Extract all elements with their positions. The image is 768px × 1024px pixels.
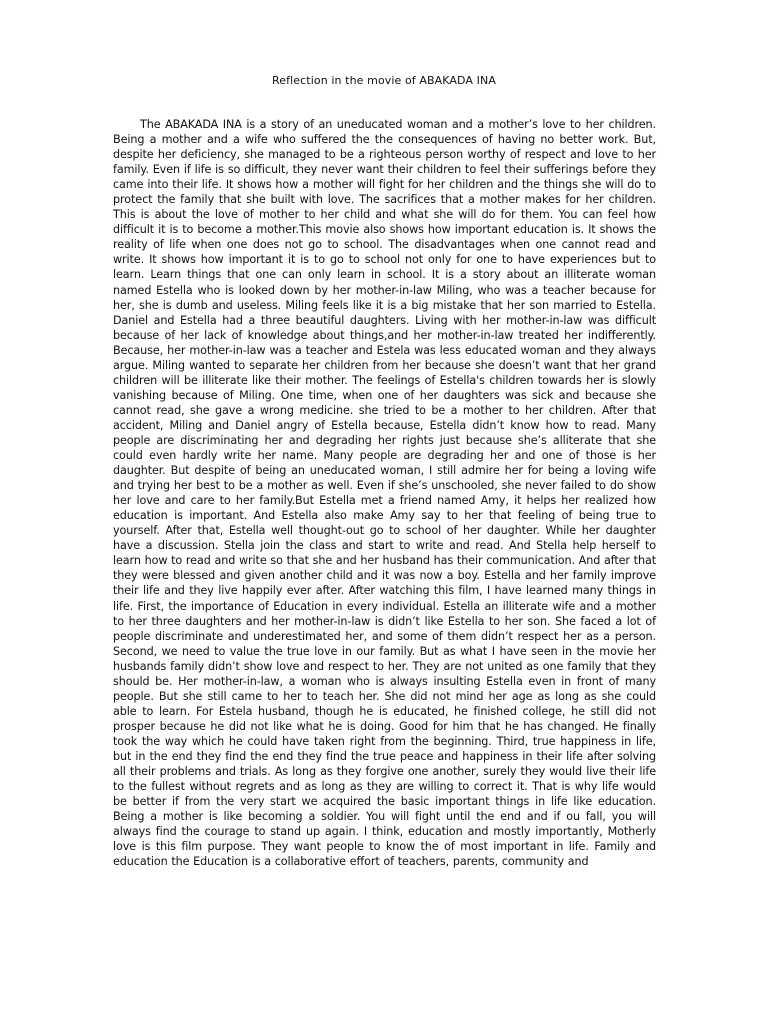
document-body-paragraph: The ABAKADA INA is a story of an uneducated woman and a mother’s love to her children. Being a mother and a wife who suffered the the consequences of having no better work. But, despite her deficiency, she managed to be a righteous person worthy of respect and love to her family. Even if life is so difficult, they never want their children to feel their sufferings before they came into their life. It shows how a mother will fight for her children and the things she will do to protect the family that she built with love. The sacrifices that a mother makes for her children. This is about the love of mother to her child and what she will do for them. You can feel how difficult it is to become a mother.This movie also shows how important education is. It shows the reality of life when one does not go to school. The disadvantages when one cannot read and write. It shows how important it is to go to school not only for one to have experiences but to learn. Learn things that one can only learn in school. It is a story about an illiterate woman named Estella who is looked down by her mother-in-law Miling, who was a teacher because for her, she is dumb and useless. Miling feels like it is a big mistake that her son married to Estella. Daniel and Estella had a three beautiful daughters. Living with her mother-in-law was difficult because of her lack of knowledge about things,and her mother-in-law treated her indifferently. Because, her mother-in-law was a teacher and Estela was less educated woman and they always argue. Miling wanted to separate her children from her because she doesn’t want that her grand children will be illiterate like their mother. The feelings of Estella's children towards her is slowly vanishing because of Miling. One time, when one of her daughters was sick and because she cannot read, she gave a wrong medicine. she tried to be a mother to her children. After that accident, Miling and Daniel angry of Estella because, Estella didn’t know how to read. Many people are discriminating her and degrading her rights just because she’s alliterate that she could even hardly write her name. Many people are degrading her and one of those is her daughter. But despite of being an uneducated woman, I still admire her for being a loving wife and trying her best to be a mother as well. Even if she’s unschooled, she never failed to do show her love and care to her family.But Estella met a friend named Amy, it helps her realized how education is important. And Estella also make Amy say to her that feeling of being true to yourself. After that, Estella well thought-out go to school of her daughter. While her daughter have a discussion. Stella join the class and start to write and read. And Stella help herself to learn how to read and write so that she and her husband has their communication. And after that they were blessed and given another child and it was now a boy. Estella and her family improve their life and they live happily ever after. After watching this film, I have learned many things in life. First, the importance of Education in every individual. Estella an illiterate wife and a mother to her three daughters and her mother-in-law is didn’t like Estella to her son. She faced a lot of people discriminate and underestimated her, and some of them didn’t respect her as a person. Second, we need to value the true love in our family. But as what I have seen in the movie her husbands family didn’t show love and respect to her. They are not united as one family that they should be. Her mother-in-law, a woman who is always insulting Estella even in front of many people. But she still came to her to teach her. She did not mind her age as long as she could able to learn. For Estela husband, though he is educated, he finished college, he still did not prosper because he did not like what he is doing. Good for him that he has changed. He finally took the way which he could have taken right from the beginning. Third, true happiness in life, but in the end they find the end they find the true peace and happiness in their life after solving all their problems and trials. As long as they forgive one another, surely they would live their life to the fullest without regrets and as long as they are willing to correct it. That is why life would be better if from the very start we acquired the basic important things in life like education. Being a mother is like becoming a soldier. You will fight until the end and if ou fall, you will always find the courage to stand up again. I think, education and mostly importantly, Motherly love is this film purpose. They want people to know the of most important in life. Family and education the Education is a collaborative effort of teachers, parents, community and xyxy=(113,118,657,869)
document-title: Reflection in the movie of ABAKADA INA xyxy=(272,74,496,87)
